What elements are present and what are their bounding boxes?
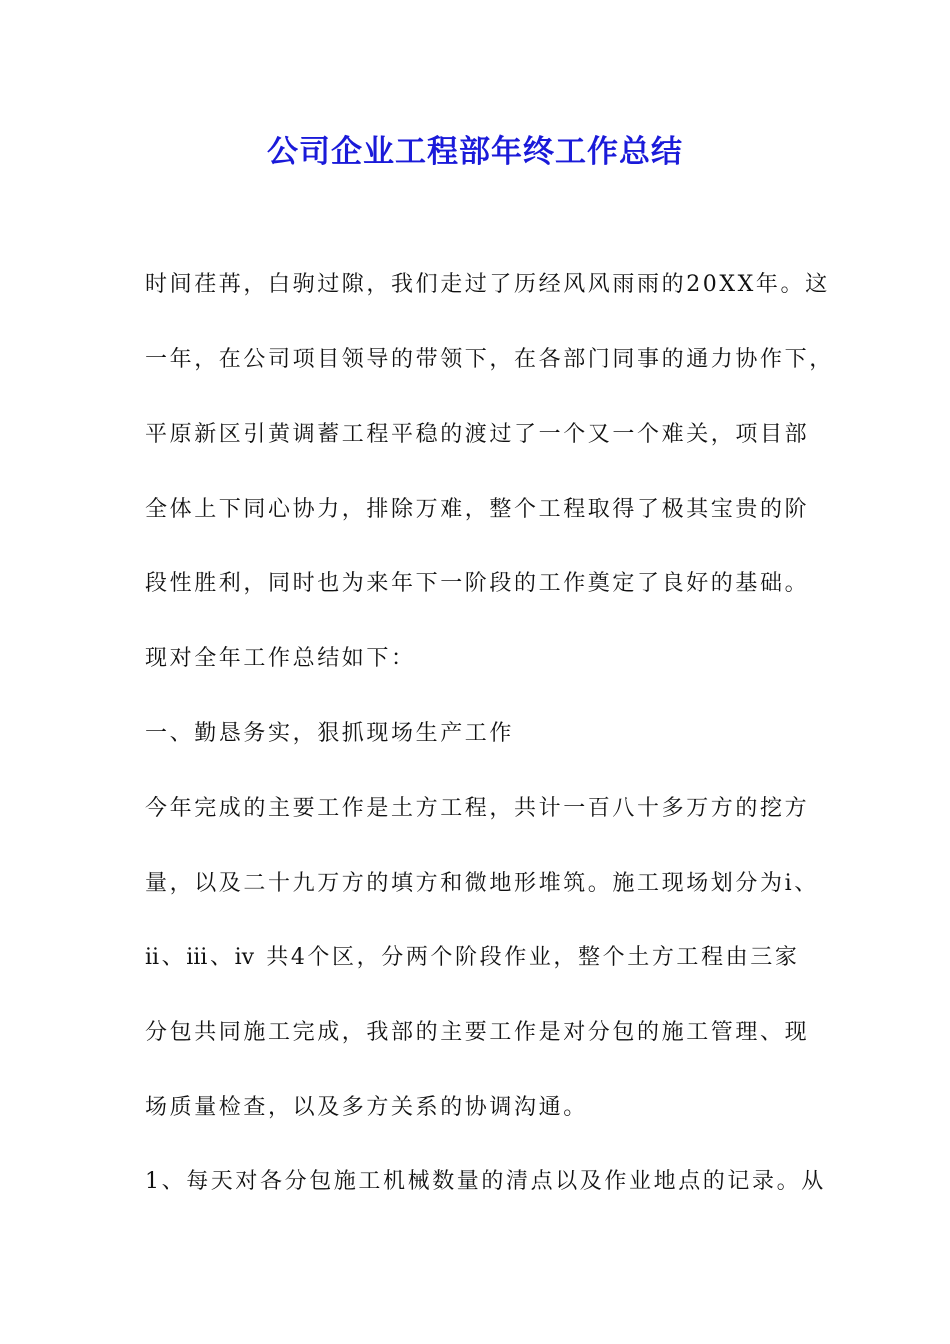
paragraph-line-5: 段性胜利，同时也为来年下一阶段的工作奠定了良好的基础。 (145, 571, 810, 596)
paragraph-line-9: 量，以及二十九万方的填方和微地形堆筑。施工现场划分为ⅰ、 (145, 871, 819, 896)
paragraph-line-12: 场质量检查，以及多方关系的协调沟通。 (145, 1095, 588, 1120)
paragraph-line-1: 时间荏苒，白驹过隙，我们走过了历经风风雨雨的20XX年。这 (145, 272, 830, 297)
paragraph-line-6: 现对全年工作总结如下： (145, 646, 416, 671)
paragraph-line-2: 一年，在公司项目领导的带领下，在各部门同事的通力协作下， (145, 347, 834, 372)
paragraph-line-3: 平原新区引黄调蓄工程平稳的渡过了一个又一个难关，项目部 (145, 422, 810, 447)
paragraph-line-11: 分包共同施工完成，我部的主要工作是对分包的施工管理、现 (145, 1020, 810, 1045)
paragraph-line-4: 全体上下同心协力，排除万难，整个工程取得了极其宝贵的阶 (145, 497, 810, 522)
paragraph-line-10: ⅱ、ⅲ、ⅳ 共4个区，分两个阶段作业，整个土方工程由三家 (145, 945, 800, 970)
paragraph-line-8: 今年完成的主要工作是土方工程，共计一百八十多万方的挖方 (145, 796, 810, 821)
list-item-1: 1、每天对各分包施工机械数量的清点以及作业地点的记录。从 (145, 1169, 826, 1194)
section-heading-1: 一、勤恳务实，狠抓现场生产工作 (145, 721, 515, 746)
document-title: 公司企业工程部年终工作总结 (267, 134, 683, 170)
